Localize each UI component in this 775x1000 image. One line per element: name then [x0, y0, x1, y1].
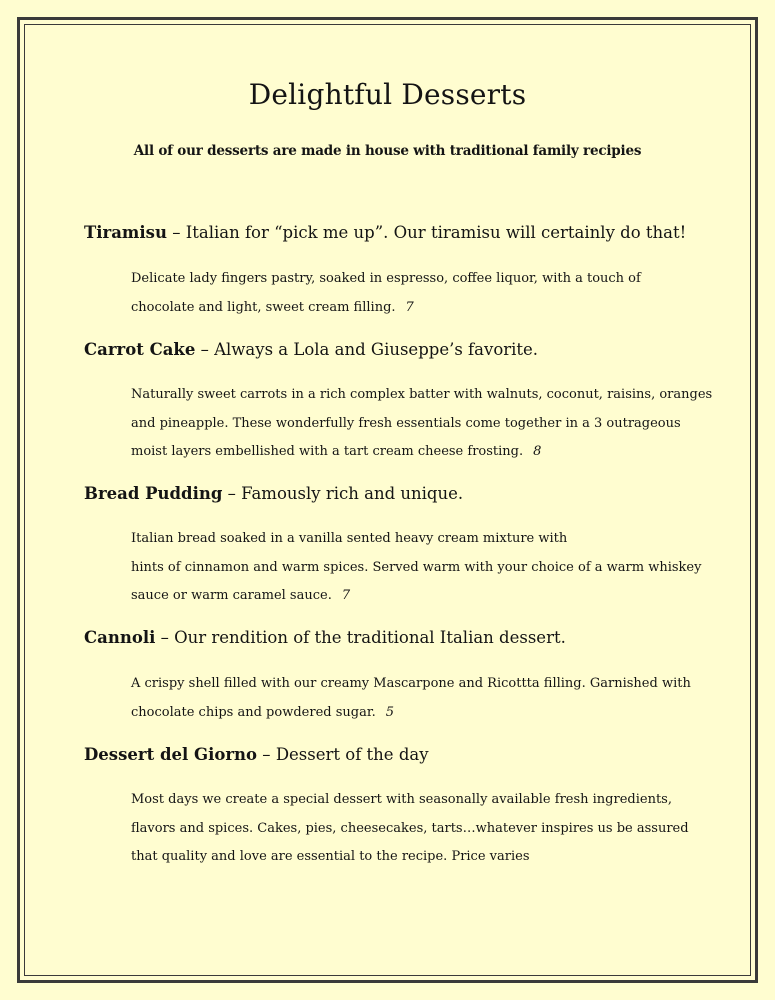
- dessert-tagline: Our rendition of the traditional Italian dessert.: [174, 628, 566, 647]
- description-line: that quality and love are essential to the recipe. Price varies: [131, 849, 530, 864]
- menu-item-heading: [84, 340, 538, 359]
- description-line: Most days we create a special dessert with seasonally available fresh ingredients,: [131, 792, 672, 807]
- dessert-name: Tiramisu: [84, 223, 167, 242]
- menu-item-heading: [84, 745, 429, 764]
- dessert-price: 5: [385, 704, 395, 720]
- dessert-name: Cannoli: [84, 628, 156, 647]
- dessert-name: Dessert del Giorno: [84, 745, 258, 764]
- description-line: Delicate lady fingers pastry, soaked in espresso, coffee liquor, with a touch of: [131, 271, 641, 286]
- dessert-price: 7: [341, 588, 351, 603]
- dessert-tagline: Always a Lola and Giuseppe’s favorite.: [214, 340, 539, 359]
- description-text: chocolate chips and powdered sugar.: [131, 704, 376, 720]
- dessert-description: [131, 265, 711, 322]
- description-line: hints of cinnamon and warm spices. Served warm with your choice of a warm whiskey: [131, 559, 702, 575]
- dessert-separator: –: [222, 484, 242, 503]
- menu-item-heading: [84, 628, 566, 647]
- dessert-description: [131, 381, 711, 467]
- menu-subtitle: All of our desserts are made in house with traditional family recipies: [133, 143, 642, 159]
- menu-title: Delightful Desserts: [248, 78, 527, 111]
- description-text: moist layers embellished with a tart cream cheese frosting.: [131, 444, 524, 459]
- dessert-tagline: Famously rich and unique.: [241, 484, 464, 503]
- description-text: chocolate and light, sweet cream filling.: [131, 299, 396, 315]
- dessert-separator: –: [155, 628, 175, 647]
- menu-item-heading: [84, 223, 686, 242]
- description-line: Italian bread soaked in a vanilla sented heavy cream mixture with: [131, 531, 568, 546]
- description-line: flavors and spices. Cakes, pies, cheesecakes, tarts…whatever inspires us be assured: [131, 820, 689, 836]
- dessert-separator: –: [166, 223, 186, 242]
- description-line: [131, 294, 711, 323]
- dessert-price: 7: [405, 299, 414, 315]
- dessert-name: Bread Pudding: [84, 484, 223, 503]
- dessert-name: Carrot Cake: [84, 340, 196, 359]
- description-line: and pineapple. These wonderfully fresh essentials come together in a 3 outrageous: [131, 415, 681, 431]
- dessert-separator: –: [257, 745, 276, 764]
- dessert-price: 8: [533, 444, 542, 459]
- dessert-description: [131, 525, 711, 611]
- description-text: sauce or warm caramel sauce.: [131, 588, 332, 603]
- dessert-tagline: Dessert of the day: [275, 745, 429, 764]
- description-line: [131, 438, 711, 467]
- description-line: [131, 699, 711, 728]
- description-line: [131, 582, 711, 611]
- menu-item-heading: [84, 484, 463, 503]
- description-line: A crispy shell filled with our creamy Mascarpone and Ricottta filling. Garnished with: [131, 676, 691, 691]
- dessert-description: [131, 670, 711, 727]
- dessert-separator: –: [195, 340, 215, 359]
- dessert-description: [131, 786, 711, 872]
- dessert-tagline: Italian for “pick me up”. Our tiramisu will certainly do that!: [185, 223, 687, 242]
- description-line: Naturally sweet carrots in a rich complex batter with walnuts, coconut, raisins, oranges: [131, 387, 713, 402]
